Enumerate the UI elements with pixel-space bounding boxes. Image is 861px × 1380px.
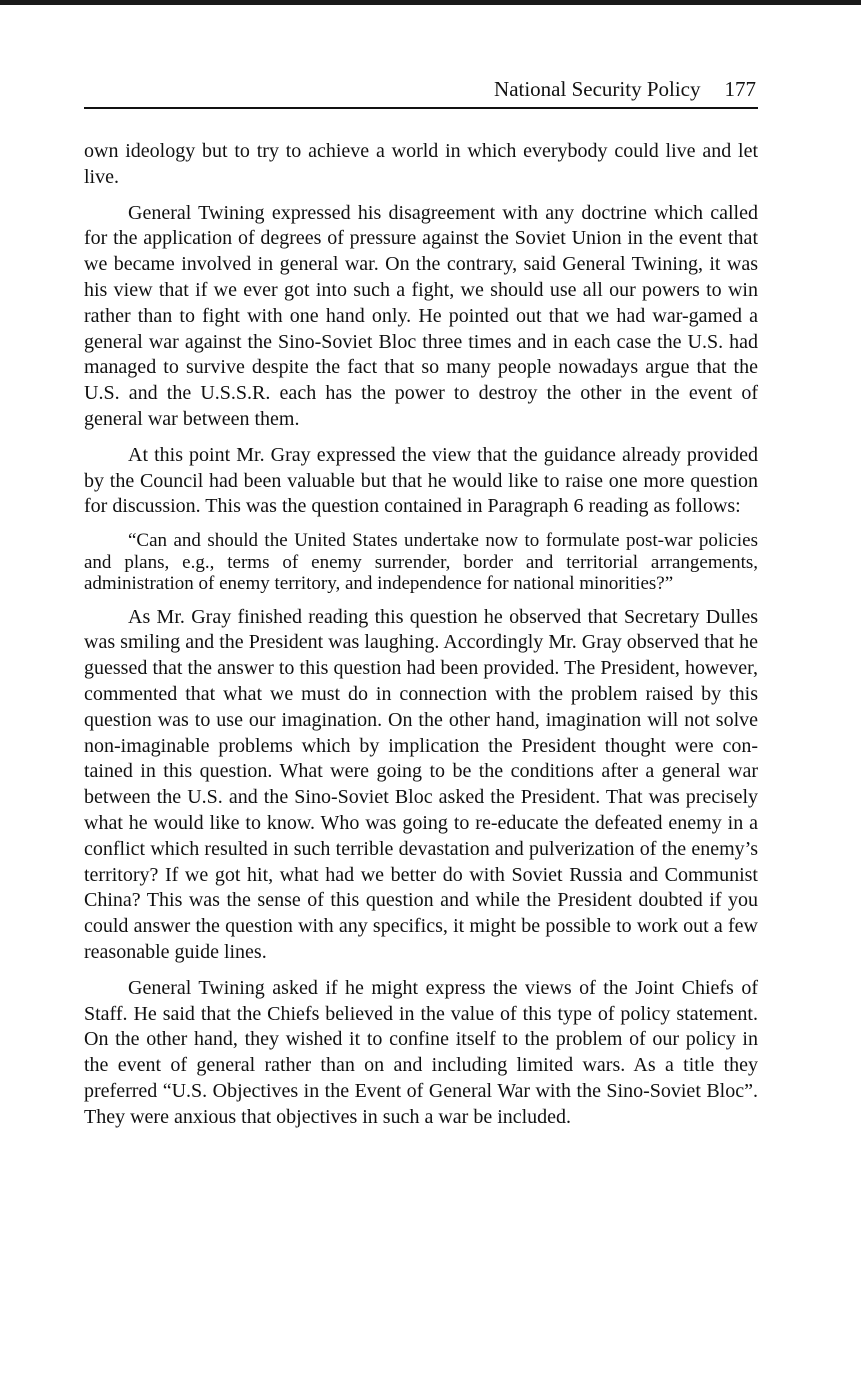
block-quote: “Can and should the United States undertake now to formulate post-war policies and plans, e.g., terms of enemy surrender, border and territorial arrangements, administration of enemy territory, and independence for national minorities?”	[84, 530, 758, 595]
running-title: National Security Policy	[494, 77, 701, 101]
page-number: 177	[724, 77, 756, 101]
paragraph: General Twining asked if he might express the views of the Joint Chiefs of Staff. He said that the Chiefs believed in the value of this type of policy statement. On the other hand, they wished it to confine itself to the problem of our policy in the event of general rather than on and including limited wars. As a title they preferred “U.S. Objectives in the Event of General War with the Sino-Soviet Bloc”. They were anxious that objectives in such a war be included.	[84, 976, 758, 1128]
document-page	[84, 74, 758, 1141]
paragraph: General Twining expressed his disagreement with any doctrine which called for the application of degrees of pressure against the Soviet Union in the event that we became involved in general war. On the contrary, said General Twining, it was his view that if we ever got into such a fight, we should use all our powers to win rather than to fight with one hand only. He pointed out that we had war-gamed a general war against the Sino-Soviet Bloc three times and in each case the U.S. had managed to survive despite the fact that so many people nowadays argue that the U.S. and the U.S.S.R. each has the power to destroy the other in the event of general war between them.	[84, 201, 758, 430]
paragraph-continuation: own ideology but to try to achieve a world in which everybody could live and let live.	[84, 140, 758, 188]
running-head	[84, 74, 758, 104]
paragraph: As Mr. Gray finished reading this question he observed that Secretary Dulles was smiling and the President was laughing. Accordingly Mr. Gray observed that he guessed that the answer to this question had been provided. The President, however, commented that what we must do in connection with the problem raised by this question was to use our imagination. On the other hand, imagination will not solve non-imaginable problems which by implication the President thought were contained in this question. What were going to be the conditions after a general war between the U.S. and the Sino-Soviet Bloc asked the President. That was precisely what he would like to know. Who was going to re-educate the defeated enemy in a conflict which resulted in such terrible devastation and pulverization of the enemy’s territory? If we got hit, what had we better do with Soviet Russia and Communist China? This was the sense of this question and while the President doubted if you could answer the question with any specifics, it might be possible to work out a few reasonable guide lines.	[84, 605, 758, 964]
page-top-edge	[0, 0, 861, 5]
paragraph: At this point Mr. Gray expressed the view that the guidance already provided by the Council had been valuable but that he would like to raise one more question for discussion. This was the question contained in Paragraph 6 reading as follows:	[84, 443, 758, 518]
body-text	[84, 139, 758, 1131]
header-rule	[84, 107, 758, 109]
